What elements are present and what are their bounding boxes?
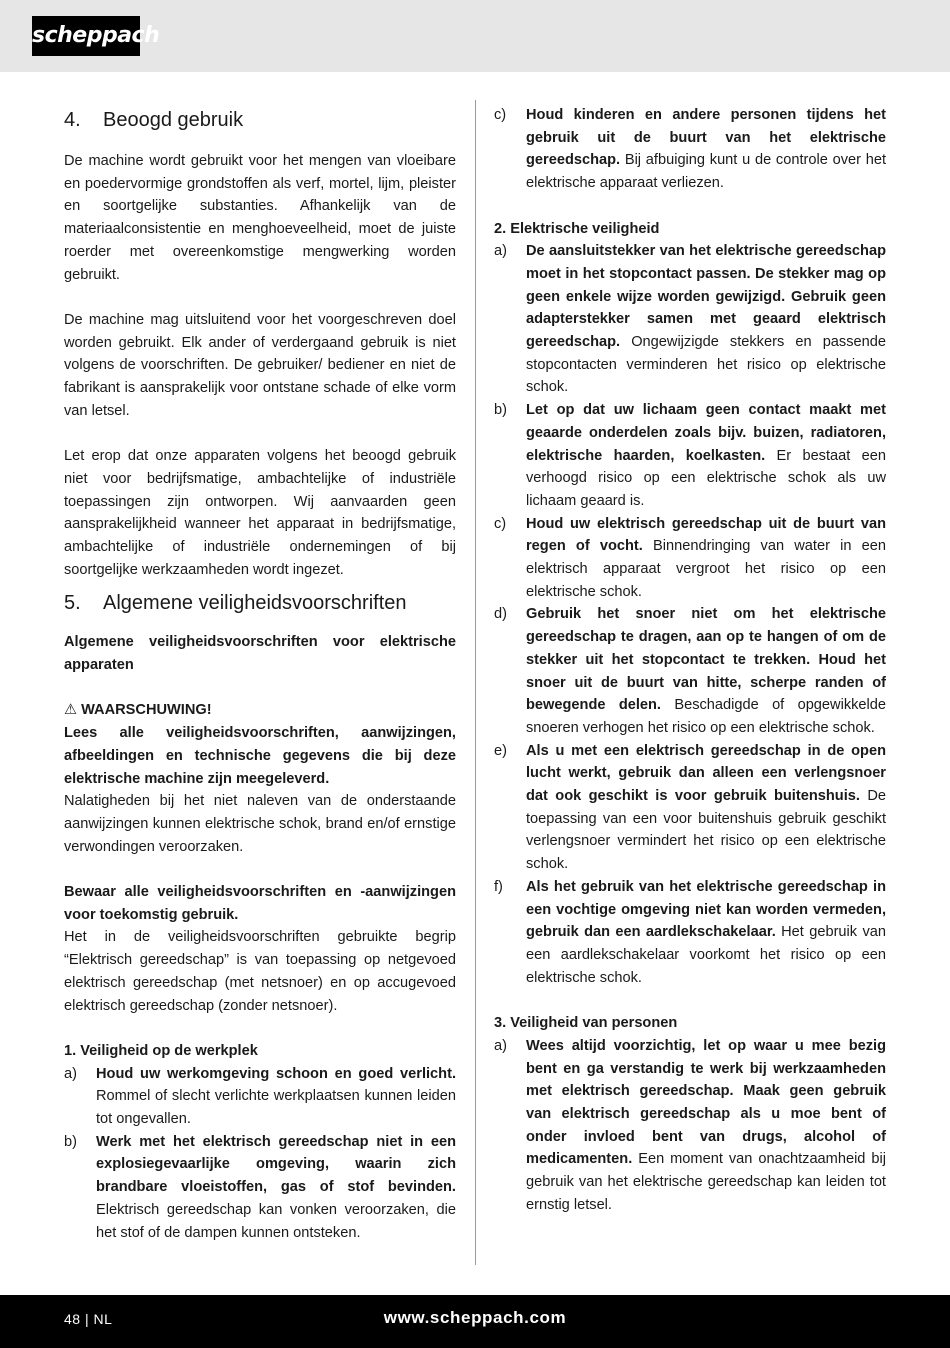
list-marker: a) bbox=[64, 1065, 77, 1082]
keep-instructions-bold: Bewaar alle veiligheidsvoorschriften en -aanwijzingen voor toekomstig gebruik. bbox=[64, 884, 456, 923]
footer-bar bbox=[0, 1295, 950, 1348]
list-marker: a) bbox=[494, 243, 507, 260]
section-number: 4. bbox=[64, 109, 81, 131]
list-text: De toepassing van een voor buitenshuis gebruik geschikt verlengsnoer vermindert het risico op een elektrische schok. bbox=[526, 788, 886, 873]
list-bold: Gebruik het snoer niet om het elektrische gereedschap te dragen, aan op te hangen of om de stekker uit het stopcontact te trekken. Houd het snoer uit de buurt van hitte, scherpe randen of bewegende delen. bbox=[526, 606, 886, 714]
paragraph: De machine wordt gebruikt voor het mengen van vloeibare en poedervormige grondstoffen als verf, mortel, lijm, pleister en soortgelijke substanties. Afhankelijk van de materiaalconsistentie en menghoeveelheid, moet de juiste roerder met overeenkomstige mengwerking worden gebruikt. bbox=[64, 153, 456, 283]
page-number: 48 | NL bbox=[64, 1311, 113, 1327]
list-bold: Werk met het elektrisch gereedschap niet in een explosiegevaarlijke omgeving, waarin zich brandbare vloeistoffen, gas of stof bevinden. bbox=[96, 1133, 456, 1196]
scheppach-logo: scheppach bbox=[32, 16, 140, 56]
list-text: Beschadigde of opgewikkelde snoeren verhogen het risico op een elektrische schok. bbox=[526, 697, 887, 736]
list-text: Binnendringing van water in een elektrisch apparaat vergroot het risico op een elektrische schok. bbox=[526, 538, 886, 600]
list-marker: c) bbox=[494, 515, 507, 532]
list-item bbox=[494, 1035, 886, 1217]
list-text: Ongewijzigde stekkers en passende stopcontacten verminderen het risico op elektrische schok. bbox=[526, 334, 886, 396]
warning-icon: ⚠ bbox=[64, 702, 78, 719]
personal-safety-title: 3. Veiligheid van personen bbox=[494, 1015, 678, 1032]
list-text: Elektrisch gereedschap kan vonken veroorzaken, die het stof of de dampen kunnen ontsteken. bbox=[96, 1201, 456, 1241]
list-bold: Let op dat uw lichaam geen contact maakt met geaarde onderdelen zoals bijv. buizen, radiatoren, elektrische haarden, koelkasten. bbox=[526, 402, 886, 464]
list-bold: Als u met een elektrisch gereedschap in de open lucht werkt, gebruik dan alleen een verlengsnoer dat ook geschikt is voor gebruik buitenshuis. bbox=[526, 742, 886, 805]
warning-text: Nalatigheden bij het niet naleven van de onderstaande aanwijzingen kunnen elektrische schok, brand en/of ernstige verwondingen veroorzaken. bbox=[64, 793, 456, 855]
list-item bbox=[494, 513, 886, 604]
list-bold: Als het gebruik van het elektrische gereedschap in een vochtige omgeving niet kan worden vermeden, gebruik dan een aardlekschakelaar. bbox=[526, 878, 886, 941]
section-title: Algemene veiligheidsvoorschriften bbox=[103, 592, 407, 615]
list-marker: c) bbox=[494, 107, 507, 123]
left-column bbox=[64, 104, 456, 1244]
section-number: 5. bbox=[64, 592, 81, 615]
list-item bbox=[494, 603, 886, 739]
list-bold: De aansluitstekker van het elektrische gereedschap moet in het stopcontact passen. De stekker mag op geen enkele wijze worden gewijzigd. Gebruik geen adapterstekker samen met geaard elektrisch gereedschap. bbox=[526, 243, 886, 351]
warning-bold-text: Lees alle veiligheidsvoorschriften, aanwijzingen, afbeeldingen en technische gegevens die bij deze elektrische machine zijn meegeleverd. bbox=[64, 725, 456, 787]
list-marker: f) bbox=[494, 878, 503, 895]
subheading: Algemene veiligheidsvoorschriften voor elektrische apparaten bbox=[64, 634, 456, 674]
list-text: Bij afbuiging kunt u de controle over het elektrische apparaat verliezen. bbox=[526, 152, 886, 192]
list-bold: Houd uw elektrisch gereedschap uit de buurt van regen of vocht. bbox=[526, 515, 886, 555]
paragraph: De machine mag uitsluitend voor het voorgeschreven doel worden gebruikt. Elk ander of verdergaand gebruik is niet volgens de voorschriften. De gebruiker/ bediener en niet de fabrikant is aansprakelijk voor ontstane schade of elke vorm van letsel. bbox=[64, 311, 456, 419]
list-item bbox=[494, 876, 886, 990]
list-marker: d) bbox=[494, 606, 507, 623]
list-bold: Houd kinderen en andere personen tijdens het gebruik uit de buurt van het elektrische gereedschap. bbox=[526, 107, 886, 169]
section-5-heading bbox=[64, 589, 456, 617]
list-text: Er bestaat een verhoogd risico op een elektrische schok als uw lichaam geaard is. bbox=[526, 447, 886, 509]
warning-title: WAARSCHUWING! bbox=[81, 702, 212, 719]
list-text: Een moment van onachtzaamheid bij gebruik van het elektrische gereedschap kan leiden tot ernstig letsel. bbox=[526, 1151, 886, 1213]
list-marker: b) bbox=[64, 1133, 77, 1150]
list-text: Het gebruik van een aardlekschakelaar voorkomt het risico op een elektrische schok. bbox=[526, 924, 886, 986]
keep-instructions-text: Het in de veiligheidsvoorschriften gebruikte begrip “Elektrisch gereedschap” is van toepassing op netgevoed elektrisch gereedschap (met netsnoer) en op accugevoed elektrisch gereedschap (zonder netsnoer). bbox=[64, 929, 456, 1014]
list-marker: a) bbox=[494, 1037, 507, 1054]
list-item bbox=[494, 104, 886, 195]
electrical-safety-title: 2. Elektrische veiligheid bbox=[494, 220, 660, 237]
section-title: Beoogd gebruik bbox=[103, 109, 244, 131]
list-text: Rommel of slecht verlichte werkplaatsen kunnen leiden tot ongevallen. bbox=[96, 1088, 456, 1128]
list-item bbox=[494, 240, 886, 399]
header-bar bbox=[0, 0, 950, 72]
list-item bbox=[494, 740, 886, 876]
right-column bbox=[494, 104, 886, 1216]
website-link[interactable]: www.scheppach.com bbox=[383, 1308, 567, 1327]
list-item bbox=[64, 1063, 456, 1131]
list-item bbox=[64, 1131, 456, 1245]
list-item bbox=[494, 399, 886, 513]
warning-heading bbox=[64, 699, 456, 722]
list-bold: Houd uw werkomgeving schoon en goed verlicht. bbox=[96, 1065, 456, 1082]
paragraph: Let erop dat onze apparaten volgens het beoogd gebruik niet voor bedrijfsmatige, ambachtelijke of industriële toepassingen zijn ontworpen. Wij aanvaarden geen aansprakelijkheid wanneer het apparaat in bedrijfsmatige, ambachtelijke of industriële ondernemingen of bij soortgelijke werkzaamheden wordt ingezet. bbox=[64, 448, 456, 578]
column-divider bbox=[475, 100, 476, 1265]
list-marker: b) bbox=[494, 402, 507, 419]
section-4-heading bbox=[64, 106, 456, 134]
list-marker: e) bbox=[494, 742, 507, 759]
list-bold: Wees altijd voorzichtig, let op waar u mee bezig bent en ga verstandig te werk bij werkzaamheden met elektrisch gereedschap. Maak geen gebruik van elektrisch gereedschap als u moe bent of onder invloed bent van drugs, alcohol of medicamenten. bbox=[526, 1037, 886, 1168]
workplace-safety-title: 1. Veiligheid op de werkplek bbox=[64, 1042, 258, 1059]
